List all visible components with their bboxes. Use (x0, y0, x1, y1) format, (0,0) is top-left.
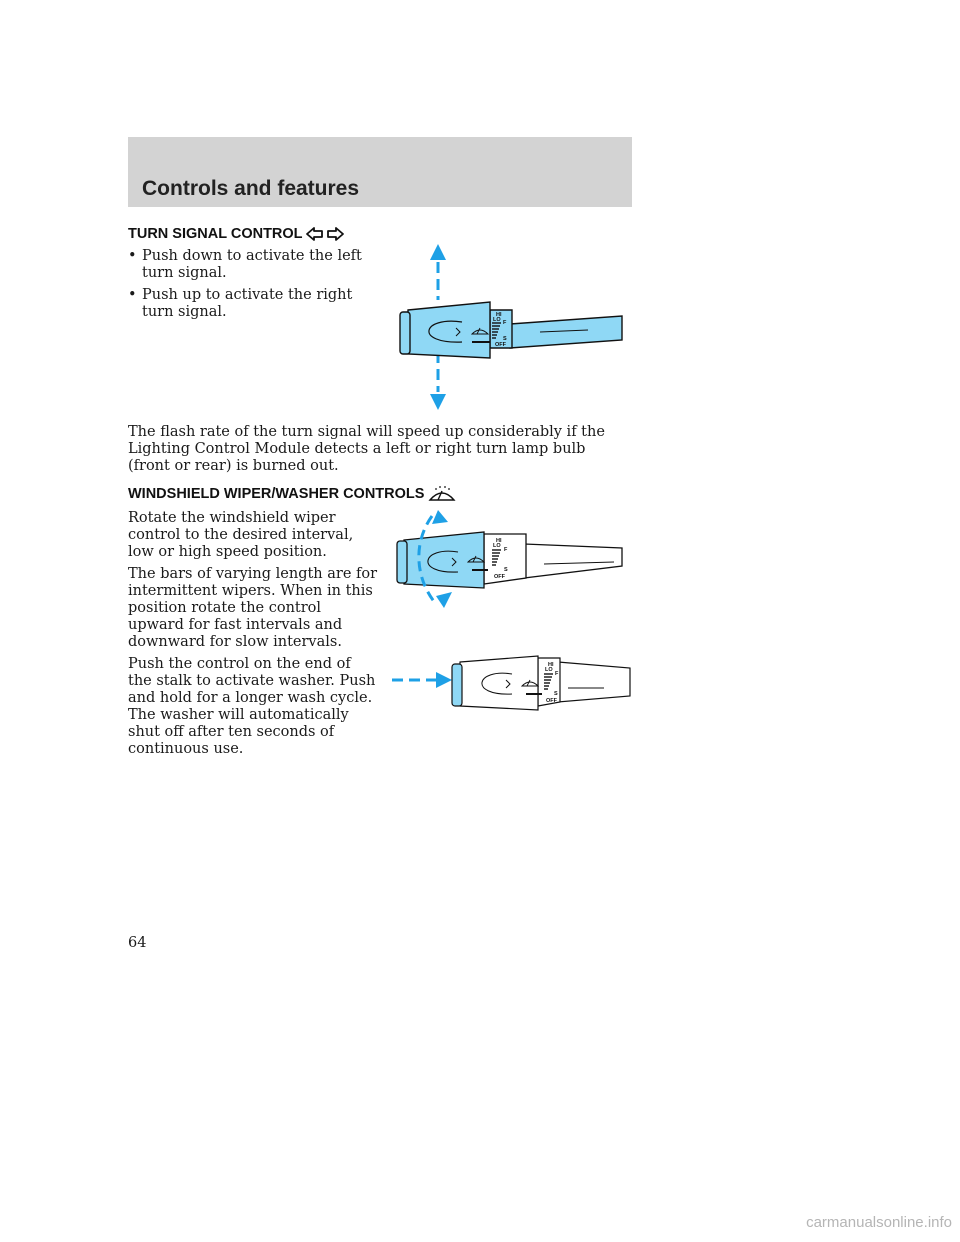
turn-signal-stalk-diagram (392, 244, 628, 412)
wiper-paragraph-washer: Push the control on the end of the stalk to activate washer. Push and hold for a longer wash cycle. The washer will automatically shut off after ten seconds of continuous use. (128, 656, 376, 757)
page-number: 64 (128, 935, 147, 951)
label-off: OFF (546, 698, 557, 704)
label-lo: LO (493, 543, 501, 549)
wiper-heading (128, 484, 456, 504)
label-lo: LO (545, 667, 553, 673)
label-fast: F (555, 671, 559, 677)
turn-signal-heading (128, 226, 345, 242)
wiper-paragraph-intermittent: The bars of varying length are for intermittent wipers. When in this position rotate the control upward for fast intervals and downward for slow intervals. (128, 566, 378, 650)
turn-signal-arrows-icon (305, 226, 345, 242)
push-arrow (392, 672, 452, 688)
bullet-item (128, 287, 383, 321)
label-fast: F (504, 547, 508, 553)
windshield-wiper-icon (428, 484, 456, 504)
label-slow: S (554, 691, 558, 697)
label-hi: HI (496, 312, 502, 318)
section-title: Controls and features (142, 177, 360, 200)
up-arrow (430, 244, 446, 300)
wiper-rotate-diagram (392, 504, 628, 612)
bullet-dot: • (128, 287, 137, 303)
stalk (452, 656, 630, 710)
turn-signal-note: The flash rate of the turn signal will speed up considerably if the Lighting Control Module detects a left or right turn lamp bulb (front or rear) is burned out. (128, 424, 605, 474)
label-off: OFF (494, 574, 505, 580)
washer-push-diagram (388, 654, 632, 718)
label-hi: HI (548, 662, 554, 668)
label-off: OFF (495, 342, 506, 348)
turn-signal-heading-text: TURN SIGNAL CONTROL (128, 226, 303, 242)
bullet-text: Push up to activate the right turn signal. (142, 287, 353, 320)
label-slow: S (504, 567, 508, 573)
down-arrow (430, 352, 446, 410)
label-hi: HI (496, 538, 502, 544)
label-fast: F (503, 320, 507, 326)
stalk (397, 532, 622, 588)
label-lo: LO (493, 317, 501, 323)
watermark: carmanualsonline.info (806, 1214, 952, 1231)
stalk (400, 302, 622, 358)
bullet-text: Push down to activate the left turn signal. (142, 248, 362, 281)
label-slow: S (503, 336, 507, 342)
wiper-heading-text: WINDSHIELD WIPER/WASHER CONTROLS (128, 486, 425, 502)
section-header-band (128, 137, 632, 207)
bullet-item (128, 248, 383, 282)
bullet-dot: • (128, 248, 137, 264)
wiper-paragraph-rotate: Rotate the windshield wiper control to the desired interval, low or high speed position. (128, 510, 354, 560)
